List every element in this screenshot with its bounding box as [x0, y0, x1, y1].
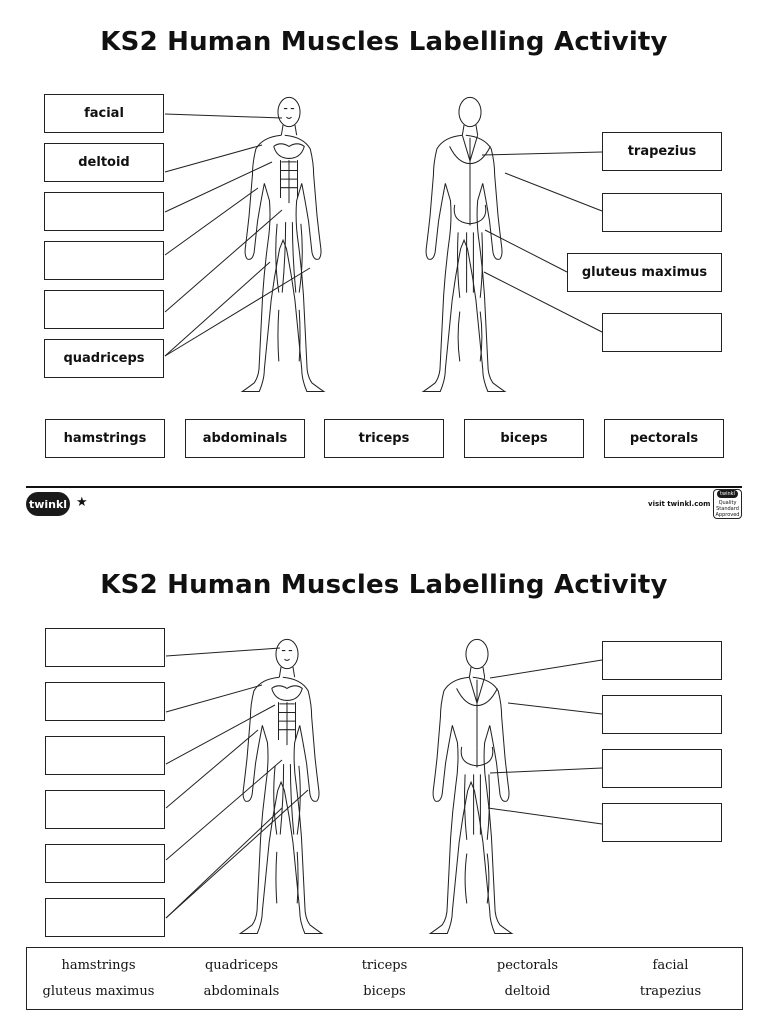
word-bank-item: deltoid: [504, 984, 551, 1000]
sheet2-front-box-5[interactable]: [45, 844, 165, 883]
sheet2-front-box-6[interactable]: [45, 898, 165, 937]
front-body-figure-2: [240, 639, 322, 933]
sheet2-front-box-3[interactable]: [45, 736, 165, 775]
word-bank-card-1[interactable]: hamstrings: [45, 419, 165, 458]
back-label-box-3[interactable]: gluteus maximus: [567, 253, 722, 292]
front-label-box-3[interactable]: [44, 192, 164, 231]
back-label-box-4[interactable]: [602, 313, 722, 352]
word-bank-card-2[interactable]: abdominals: [185, 419, 305, 458]
word-bank-card-3[interactable]: triceps: [324, 419, 444, 458]
sheet2-front-box-4[interactable]: [45, 790, 165, 829]
footer-divider: [26, 486, 742, 488]
front-label-box-1[interactable]: facial: [44, 94, 164, 133]
twinkl-logo: twinkl: [26, 492, 70, 516]
back-leader-lines-2: [488, 660, 602, 824]
word-bank-card-5[interactable]: pectorals: [604, 419, 724, 458]
front-leader-lines: [165, 114, 310, 356]
word-bank-item: trapezius: [639, 984, 702, 1000]
sheet2-back-box-3[interactable]: [602, 749, 722, 788]
sheet2-back-box-4[interactable]: [602, 803, 722, 842]
word-bank-item: triceps: [361, 957, 408, 973]
word-bank-item: biceps: [363, 984, 406, 1000]
back-body-figure: [423, 97, 505, 391]
sheet2-title: KS2 Human Muscles Labelling Activity: [100, 570, 668, 600]
word-bank-item: hamstrings: [61, 957, 136, 973]
sheet2-back-box-2[interactable]: [602, 695, 722, 734]
word-bank-item: quadriceps: [204, 957, 279, 973]
front-body-figure: [242, 97, 324, 391]
back-leader-lines: [482, 152, 602, 332]
front-label-box-4[interactable]: [44, 241, 164, 280]
quality-badge: [713, 489, 742, 519]
sheet1-title: KS2 Human Muscles Labelling Activity: [100, 27, 668, 57]
front-label-box-5[interactable]: [44, 290, 164, 329]
word-bank-item: facial: [652, 957, 689, 973]
sheet2-front-box-1[interactable]: [45, 628, 165, 667]
sheet2-word-bank: [26, 947, 743, 1010]
front-label-box-2[interactable]: deltoid: [44, 143, 164, 182]
badge-text: Quality Standard Approved: [715, 500, 740, 518]
sheet2-back-box-1[interactable]: [602, 641, 722, 680]
front-label-box-6[interactable]: quadriceps: [44, 339, 164, 378]
badge-logo: twinkl: [717, 490, 738, 498]
back-body-figure-2: [430, 639, 512, 933]
word-bank-item: abdominals: [203, 984, 280, 1000]
sheet2-front-box-2[interactable]: [45, 682, 165, 721]
footer-visit-text: visit twinkl.com: [648, 500, 711, 508]
word-bank-item: gluteus maximus: [42, 984, 155, 1000]
back-label-box-2[interactable]: [602, 193, 722, 232]
word-bank-card-4[interactable]: biceps: [464, 419, 584, 458]
back-label-box-1[interactable]: trapezius: [602, 132, 722, 171]
word-bank-item: pectorals: [496, 957, 559, 973]
star-icon: ★: [76, 495, 88, 510]
